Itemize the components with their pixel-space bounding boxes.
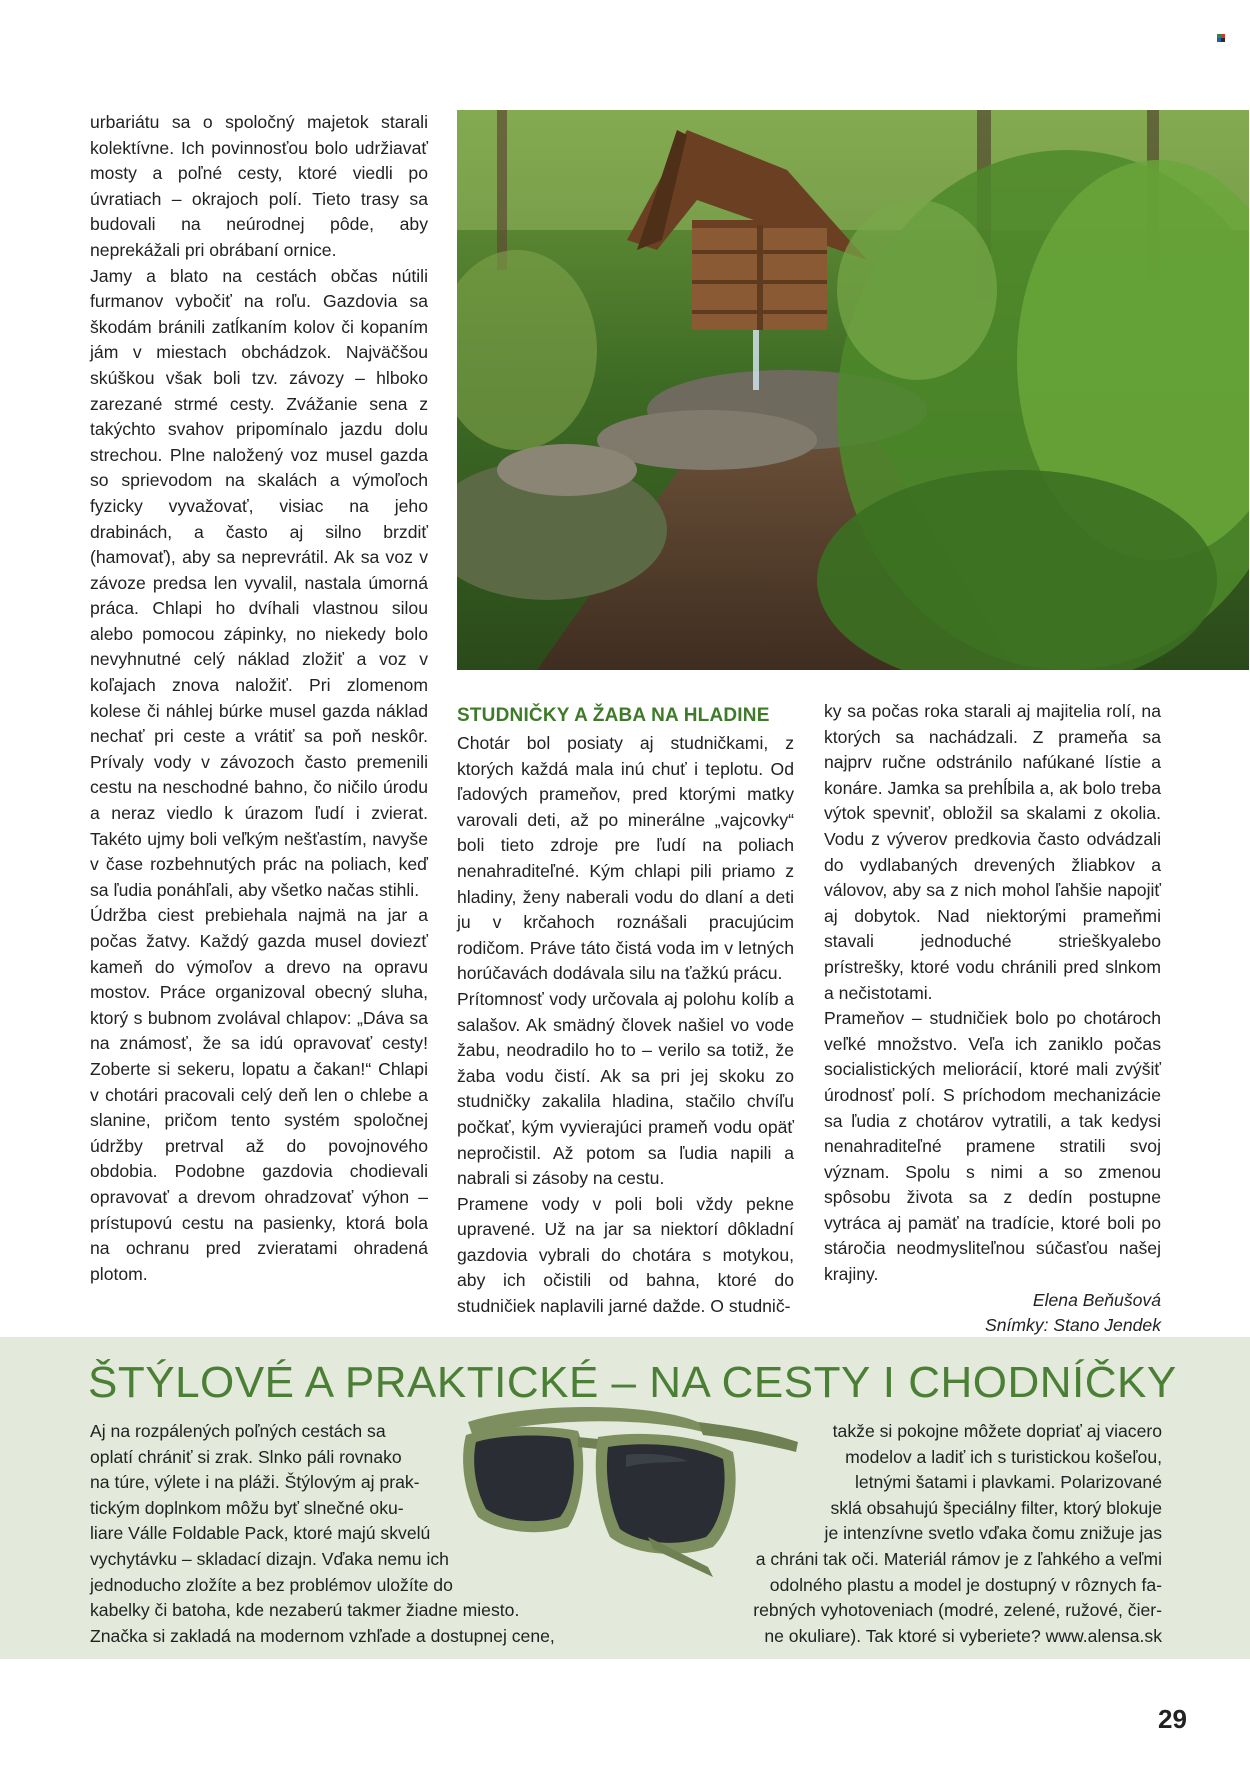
promo-left-line: tickým doplnkom môžu byť slnečné oku- [90,1497,404,1518]
promo-left-line: liare Válle Foldable Pack, ktoré majú skvelú [90,1523,431,1544]
promo-right-text [700,1419,1162,1649]
spring-shelter-photo [457,110,1249,670]
promo-left-line: Značka si zakladá na modernom vzhľade a dostupnej cene, [90,1625,555,1646]
promo-box [0,1337,1250,1659]
right-article-column [824,699,1161,1339]
promo-title: ŠTÝLOVÉ A PRAKTICKÉ – NA CESTY I CHODNÍČKY [88,1358,1177,1407]
left-article-column [90,110,428,1287]
promo-right-line: sklá obsahujú špeciálny filter, ktorý blokuje [830,1497,1162,1518]
middle-article-column [457,703,794,1320]
middle-paragraph-1: Chotár bol posiaty aj studničkami, z ktorých každá mala inú chuť i teplotu. Od ľadových prameňov, pred ktorými matky varovali deti, až po minerálne „vajcovky“ boli tieto zdroje pre ľudí na poliach nenahraditeľné. Kým chlapi pili priamo z hladiny, ženy naberali vodu do dlaní a deti ju v krčahoch roznášali pracujúcim rodičom. Práve táto čistá voda im v letných horúčavách dodávala silu na ťažkú prácu. [457,733,794,984]
promo-left-line: kabelky či batoha, kde nezaberú takmer žiadne miesto. [90,1600,520,1621]
middle-paragraph-3: Pramene vody v poli boli vždy pekne upravené. Už na jar sa niektorí dôkladní gazdovia vybrali do chotára s motykou, aby ich očistili od bahna, ktoré do studničiek naplavili jarné dažde. O studnič- [457,1193,794,1317]
promo-left-line: na túre, výlete i na pláži. Štýlovým aj prak- [90,1472,420,1493]
promo-right-line: takže si pokojne môžete dopriať aj viacero [832,1421,1162,1441]
left-paragraph-1: urbariátu sa o spoločný majetok starali kolektívne. Ich povinnosťou bolo udržiavať mosty a poľné cesty, ktoré viedli po úvratiach – okrajoch polí. Tieto trasy sa budovali na neúrodnej pôde, aby neprekážali pri obrábaní ornice. [90,112,428,260]
promo-left-line: vychytávku – skladací dizajn. Vďaka nemu ich [90,1548,449,1569]
right-paragraph-1: ky sa počas roka starali aj majitelia rolí, na ktorých sa nachádzali. Z prameňa sa najprv ručne odstránilo nafúkané lístie a konáre. Jamka sa prehĺbila a, ak bolo treba výtok spevniť, obložil sa skalami z okolia. Vodu z výverov predkovia často odvádzali do vydlabaných drevených žliabkov a válovov, aby sa z nich mohol ľahšie napojiť aj dobytok. Nad niektorými prameňmi stavali jednoduché strieškyalebo prístrešky, ktoré vodu chránili pred slnkom a nečistotami. [824,701,1161,1003]
promo-left-line: Aj na rozpálených poľných cestách sa [90,1421,386,1441]
promo-right-line: rebných vyhotoveniach (modré, zelené, ružové, čier- [753,1600,1162,1621]
promo-right-line: ne okuliare). Tak ktoré si vyberiete? www.alensa.sk [764,1625,1162,1646]
left-paragraph-3: Údržba ciest prebiehala najmä na jar a počas žatvy. Každý gazda musel doviezť kameň do výmoľov a drevo na opravu mostov. Práce organizoval obecný sluha, ktorý s bubnom zvolával chlapov: „Dáva sa na známosť, že sa idú opravovať cesty! Zoberte si sekeru, lopatu a čakan!“ Chlapi v chotári pracovali celý deň len o chlebe a slanine, pričom tento systém spoločnej údržby pretrval až do povojnového obdobia. Podobne gazdovia chodievali opravovať a drevom ohradzovať výhon – prístupovú cestu na pasienky, ktorá bola na ochranu pred zvieratami ohradená plotom. [90,905,428,1284]
promo-right-line: je intenzívne svetlo vďaka čomu znižuje jas [824,1523,1162,1544]
author-signature: Elena Beňušová [1032,1289,1161,1310]
promo-left-line: oplatí chrániť si zrak. Slnko páli rovnako [90,1446,402,1467]
photo-credit: Snímky: Stano Jendek [984,1315,1161,1336]
left-paragraph-2: Jamy a blato na cestách občas nútili furmanov vybočiť na roľu. Gazdovia sa škodám bránili zatĺkaním kolov či kopaním jám v miestach obchádzok. Najväčšou skúškou však boli tzv. závozy – hlboko zarezané strmé cesty. Zvážanie sena z takýchto svahov pripomínalo jazdu dolu strechou. Plne naložený voz musel gazda so sprievodom na skalách a výmoľoch fyzicky vyvažovať, visiac na jeho drabinách, a často aj silno brzdiť (hamovať), aby sa neprevrátil. Ak sa voz v závoze predsa len vyvalil, nastala úmorná práca. Chlapi ho dvíhali vlastnou silou alebo pomocou zápinky, no niekedy bolo nevyhnutné celý náklad zložiť a voz v koľajach znova naložiť. Pri zlomenom kolese či náhlej búrke musel gazda náklad nechať pri ceste a vrátiť sa poň neskôr. Prívaly vody v závozoch často premenili cestu na neschodné bahno, čo ničilo úrodu a neraz viedlo k úrazom ľudí i zvierat. Takéto ujmy boli veľkým nešťastím, navyše v čase rozbehnutých prác na poliach, keď sa ľudia ponáhľali, aby všetko načas stihli. [90,265,428,900]
promo-right-line: a chráni tak oči. Materiál rámov je z ľahkého a veľmi [755,1548,1162,1569]
page-number: 29 [1158,1704,1187,1734]
promo-right-line: odolného plastu a model je dostupný v rôznych fa- [769,1574,1162,1595]
promo-right-line: letnými šatami i plavkami. Polarizované [854,1472,1162,1493]
right-paragraph-2: Prameňov – studničiek bolo po chotároch veľké množstvo. Veľa ich zaniklo počas socialistických meliorácií, ktoré mali zvýšiť úrodnosť polí. S príchodom mechanizácie sa ľudia z chotárov vytratili, a tak kedysi nenahraditeľné pramene stratili svoj význam. Spolu s nimi a so zmenou spôsobu života sa z dedín postupne vytráca aj pamäť na tradície, ktoré boli po stáročia neodmysliteľnou súčasťou našej krajiny. [824,1008,1161,1285]
promo-right-line: modelov a ladiť ich s turistickou košeľou, [845,1446,1162,1467]
corner-logo-mark [1217,34,1225,42]
middle-paragraph-2: Prítomnosť vody určovala aj polohu kolíb a salašov. Ak smädný človek našiel vo vode žabu, neodradilo ho to – verilo sa totiž, že žaba vodu čistí. Ak sa pri jej skoku zo studničky zakalila hladina, stačilo chvíľu počkať, kým vyvierajúci prameň vodu opäť nepročistil. Až potom sa ľudia napili a nabrali si zásoby na cestu. [457,988,794,1189]
promo-left-line: jednoducho zložíte a bez problémov uložíte do [90,1574,453,1595]
section-heading: STUDNIČKY A ŽABA NA HLADINE [457,705,770,726]
photo-illustration [457,110,1249,670]
